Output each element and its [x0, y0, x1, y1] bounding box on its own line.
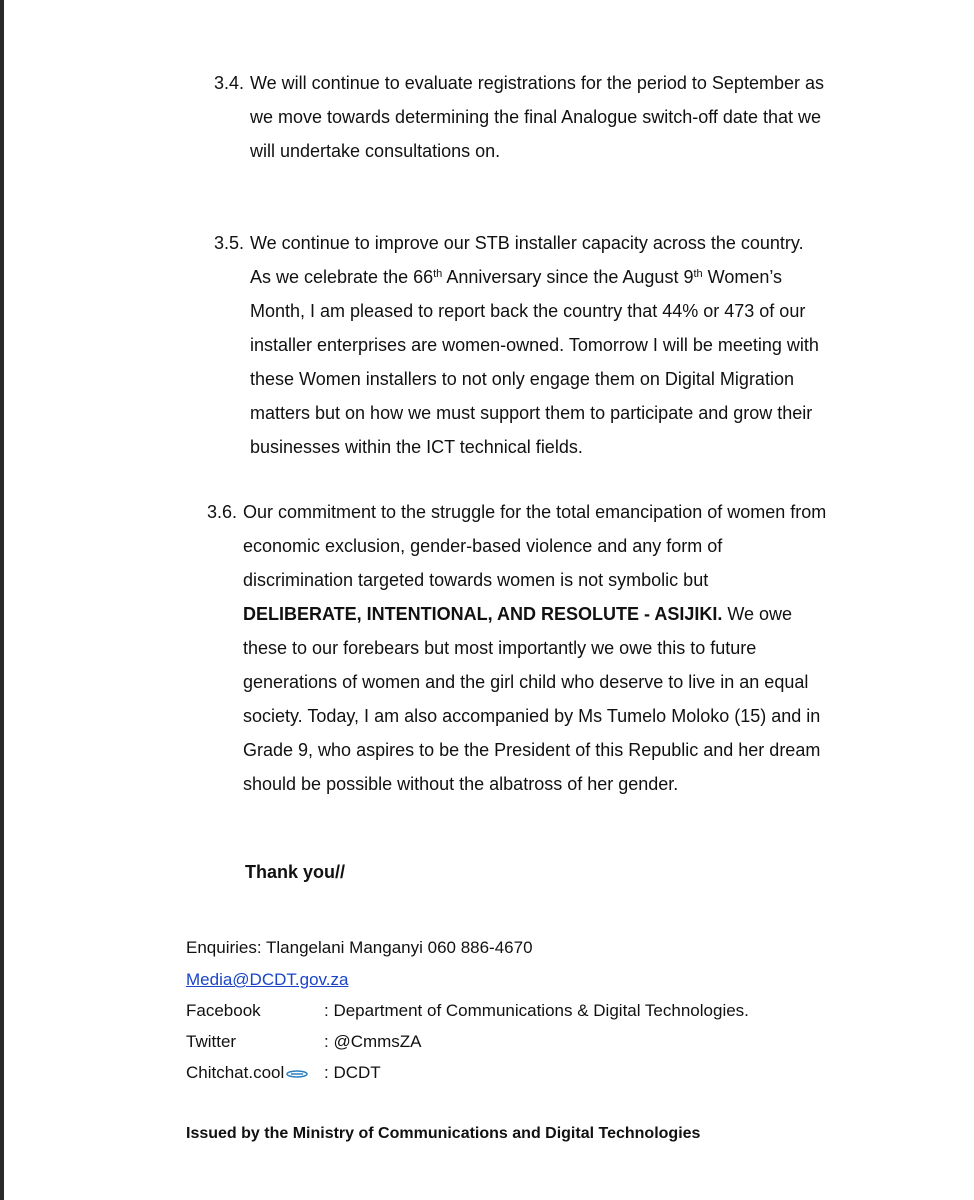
- twitter-line: [186, 1032, 422, 1052]
- text-line: discrimination targeted towards women is not symbolic but: [243, 570, 709, 590]
- text-line: these to our forebears but most importantly we owe this to future: [243, 638, 757, 658]
- superscript: th: [693, 268, 703, 280]
- twitter-label: Twitter: [186, 1032, 237, 1051]
- text-line: will undertake consultations on.: [250, 141, 501, 161]
- item-3-4: [214, 66, 914, 168]
- page-left-edge: [0, 0, 4, 1200]
- item-text: [250, 66, 914, 168]
- text-segment: Anniversary since the August 9: [442, 267, 694, 287]
- chitchat-line: [186, 1063, 381, 1083]
- enquiries-line: Enquiries: Tlangelani Manganyi 060 886-4670: [186, 938, 533, 957]
- text-line: We continue to improve our STB installer capacity across the country.: [250, 233, 804, 253]
- facebook-label: Facebook: [186, 1001, 261, 1020]
- issued-by-statement: Issued by the Ministry of Communications and Digital Technologies: [186, 1125, 701, 1142]
- text-line: generations of women and the girl child who deserve to live in an equal: [243, 672, 809, 692]
- text-line: Our commitment to the struggle for the total emancipation of women from: [243, 502, 827, 522]
- item-text: [250, 226, 914, 464]
- text-line: businesses within the ICT technical fields.: [250, 437, 583, 457]
- superscript: th: [433, 268, 443, 280]
- item-number: 3.5.: [214, 233, 245, 253]
- text-line: [250, 260, 914, 294]
- text-segment: Women’s: [702, 267, 783, 287]
- text-line: these Women installers to not only engage them on Digital Migration: [250, 369, 794, 389]
- twitter-value: : @CmmsZA: [324, 1032, 422, 1051]
- item-3-5: [214, 226, 914, 464]
- text-line: Month, I am pleased to report back the country that 44% or 473 of our: [250, 301, 806, 321]
- chitchat-label: Chitchat.cool: [186, 1063, 285, 1082]
- text-line: [243, 597, 907, 631]
- item-number: 3.4.: [214, 73, 245, 93]
- item-3-6: [207, 495, 907, 801]
- chitchat-logo-icon: [286, 1070, 308, 1078]
- text-line: we move towards determining the final Analogue switch-off date that we: [250, 107, 821, 127]
- facebook-line: [186, 1001, 749, 1021]
- item-text: [243, 495, 907, 801]
- text-line: society. Today, I am also accompanied by Ms Tumelo Moloko (15) and in: [243, 706, 821, 726]
- facebook-value: : Department of Communications & Digital Technologies.: [324, 1001, 749, 1020]
- text-line: Grade 9, who aspires to be the President of this Republic and her dream: [243, 740, 821, 760]
- closing-thank-you: Thank you//: [245, 862, 346, 882]
- item-number: 3.6.: [207, 502, 238, 522]
- text-line: should be possible without the albatross of her gender.: [243, 774, 679, 794]
- email-line: [186, 970, 348, 990]
- text-line: We will continue to evaluate registrations for the period to September as: [250, 73, 824, 93]
- text-segment: As we celebrate the 66: [250, 267, 434, 287]
- emphasis-text: DELIBERATE, INTENTIONAL, AND RESOLUTE - ASIJIKI.: [243, 604, 723, 624]
- chitchat-value: : DCDT: [324, 1063, 381, 1082]
- chitchat-label-wrap: [186, 1063, 324, 1083]
- media-email-link[interactable]: Media@DCDT.gov.za: [186, 970, 349, 989]
- text-line: installer enterprises are women-owned. Tomorrow I will be meeting with: [250, 335, 819, 355]
- text-line: matters but on how we must support them to participate and grow their: [250, 403, 813, 423]
- text-line: economic exclusion, gender-based violence and any form of: [243, 536, 723, 556]
- text-segment: We owe: [722, 604, 793, 624]
